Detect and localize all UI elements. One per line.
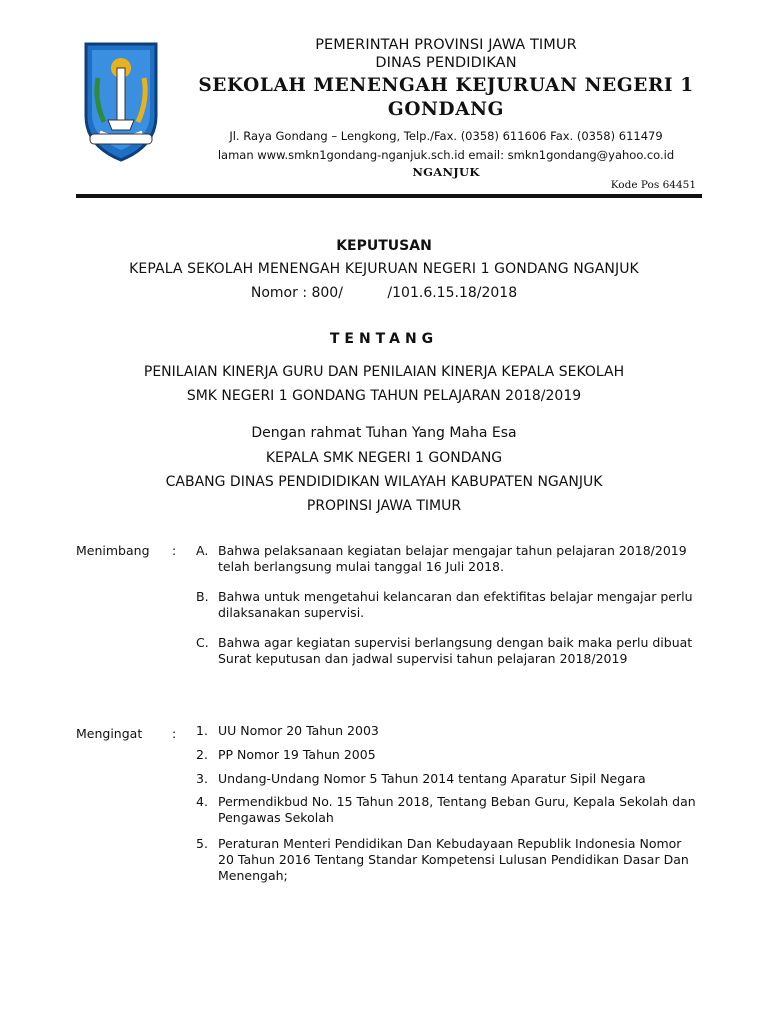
list-text: Permendikbud No. 15 Tahun 2018, Tentang Beban Guru, Kepala Sekolah dan Pengawas Sekolah: [218, 794, 696, 825]
list-marker: 3.: [196, 771, 208, 786]
list-marker: A.: [196, 543, 209, 558]
list-marker: 1.: [196, 723, 208, 738]
branch-office: CABANG DINAS PENDIDIDIKAN WILAYAH KABUPATEN NGANJUK: [165, 474, 603, 490]
header-postcode: Kode Pos 64451: [610, 179, 696, 191]
list-item: [196, 771, 696, 787]
letterhead: [196, 36, 696, 180]
header-school-name: SEKOLAH MENENGAH KEJURUAN NEGERI 1 GONDANG: [198, 75, 694, 120]
list-item: [196, 836, 696, 884]
list-item: [196, 635, 696, 667]
list-marker: 5.: [196, 836, 208, 851]
decree-number: Nomor : 800/ /101.6.15.18/2018: [250, 285, 518, 301]
province: PROPINSI JAWA TIMUR: [306, 498, 462, 514]
mengingat-colon: :: [172, 726, 177, 741]
invocation: Dengan rahmat Tuhan Yang Maha Esa: [251, 425, 517, 441]
principal-title: KEPALA SMK NEGERI 1 GONDANG: [265, 450, 503, 466]
list-text: Bahwa untuk mengetahui kelancaran dan efektifitas belajar mengajar perlu dilaksanakan supervisi.: [218, 589, 693, 620]
list-marker: C.: [196, 635, 209, 650]
letterhead-divider: [76, 194, 702, 198]
decree-about: TENTANG: [329, 331, 439, 347]
header-city: NGANJUK: [412, 165, 480, 179]
list-marker: 2.: [196, 747, 208, 762]
list-text: UU Nomor 20 Tahun 2003: [218, 723, 379, 738]
list-text: Peraturan Menteri Pendidikan Dan Kebudayaan Republik Indonesia Nomor 20 Tahun 2016 Tentang Standar Kompetensi Lulusan Pendidikan Dasar Dan Menengah;: [218, 836, 689, 883]
list-item: [196, 794, 696, 826]
list-text: Undang-Undang Nomor 5 Tahun 2014 tentang Aparatur Sipil Negara: [218, 771, 646, 786]
list-item: [196, 543, 696, 575]
header-address: Jl. Raya Gondang – Lengkong, Telp./Fax. (0358) 611606 Fax. (0358) 611479: [229, 129, 663, 143]
list-text: Bahwa agar kegiatan supervisi berlangsung dengan baik maka perlu dibuat Surat keputusan dan jadwal supervisi tahun pelajaran 2018/2019: [218, 635, 693, 666]
decree-subject-line1: PENILAIAN KINERJA GURU DAN PENILAIAN KINERJA KEPALA SEKOLAH: [143, 364, 625, 380]
decree-title: KEPUTUSAN: [336, 238, 432, 254]
list-item: [196, 723, 696, 739]
list-text: Bahwa pelaksanaan kegiatan belajar mengajar tahun pelajaran 2018/2019 telah berlangsung mulai tanggal 16 Juli 2018.: [218, 543, 687, 574]
mengingat-label: Mengingat: [76, 726, 143, 741]
east-java-emblem-logo: [80, 38, 162, 164]
list-item: [196, 747, 696, 763]
header-government: PEMERINTAH PROVINSI JAWA TIMUR: [315, 37, 577, 53]
list-text: PP Nomor 19 Tahun 2005: [218, 747, 376, 762]
menimbang-label: Menimbang: [76, 543, 150, 558]
list-marker: 4.: [196, 794, 208, 809]
list-marker: B.: [196, 589, 209, 604]
header-department: DINAS PENDIDIKAN: [375, 55, 517, 71]
list-item: [196, 589, 696, 621]
emblem-svg: [80, 38, 162, 164]
header-contact: laman www.smkn1gondang-nganjuk.sch.id email: smkn1gondang@yahoo.co.id: [217, 148, 675, 162]
decree-subject-line2: SMK NEGERI 1 GONDANG TAHUN PELAJARAN 2018/2019: [186, 388, 582, 404]
menimbang-colon: :: [172, 543, 177, 558]
decree-issuer: KEPALA SEKOLAH MENENGAH KEJURUAN NEGERI 1 GONDANG NGANJUK: [129, 261, 639, 277]
